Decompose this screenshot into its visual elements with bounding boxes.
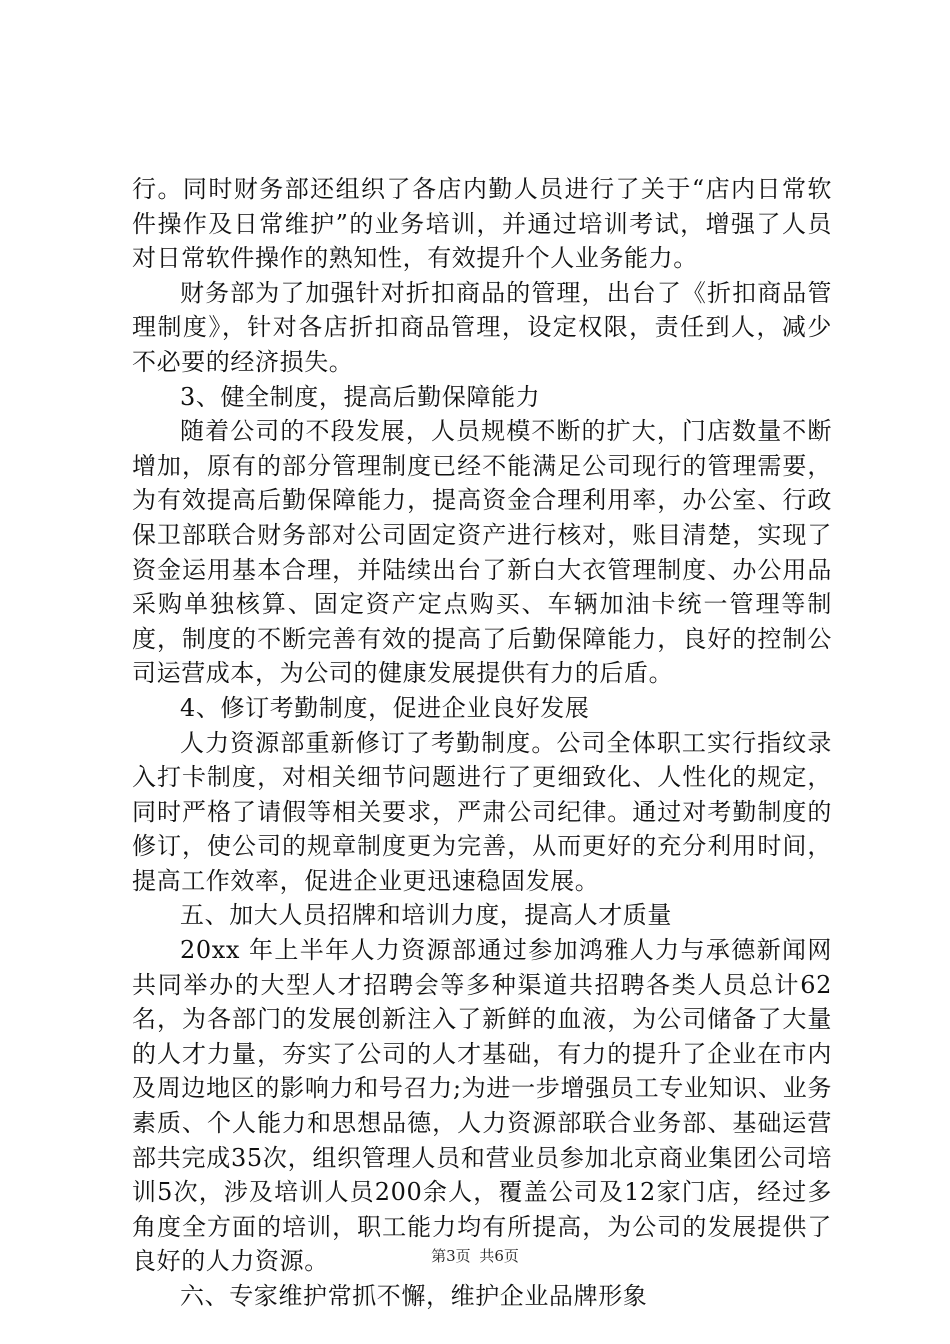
document-body [132,172,832,1314]
page-footer [0,1246,950,1266]
heading-brand-maintenance: 六、专家维护常抓不懈，维护企业品牌形象 [180,1282,648,1310]
heading-logistics-system: 3、健全制度，提高后勤保障能力 [180,382,541,411]
paragraph-continuation: 行。同时财务部还组织了各店内勤人员进行了关于“店内日常软件操作及日常维护”的业务培训，并通过培训考试，增强了人员对日常软件操作的熟知性，有效提升个人业务能力。 [132,175,832,273]
heading-attendance-system: 4、修订考勤制度，促进企业良好发展 [180,693,590,722]
heading-recruitment-training: 五、加大人员招牌和培训力度，提高人才质量 [180,901,672,930]
page-total: 共6页 [479,1247,519,1265]
page-number: 第3页 [431,1247,471,1265]
paragraph-logistics-system: 随着公司的不段发展，人员规模不断的扩大，门店数量不断增加，原有的部分管理制度已经不能满足公司现行的管理需要，为有效提高后勤保障能力，提高资金合理利用率，办公室、行政保卫部联合财务部对公司固定资产进行核对，账目清楚，实现了资金运用基本合理，并陆续出台了新白大衣管理制度、办公用品采购单独核算、固定资产定点购买、车辆加油卡统一管理等制度，制度的不断完善有效的提高了后勤保障能力，良好的控制公司运营成本，为公司的健康发展提供有力的后盾。 [132,417,832,688]
paragraph-discount-management: 财务部为了加强针对折扣商品的管理，出台了《折扣商品管理制度》，针对各店折扣商品管理，设定权限，责任到人，减少不必要的经济损失。 [132,278,832,376]
paragraph-recruitment-training: 20xx 年上半年人力资源部通过参加鸿雅人力与承德新闻网共同举办的大型人才招聘会等多种渠道共招聘各类人员总计62名，为各部门的发展创新注入了新鲜的血液，为公司储备了大量的人才力量，夯实了公司的人才基础，有力的提升了企业在市内及周边地区的影响力和号召力;为进一步增强员工专业知识、业务素质、个人能力和思想品德，人力资源部联合业务部、基础运营部共完成35次，组织管理人员和营业员参加北京商业集团公司培训5次，涉及培训人员200余人，覆盖公司及12家门店，经过多角度全方面的培训，职工能力均有所提高，为公司的发展提供了良好的人力资源。 [132,936,832,1276]
paragraph-attendance-system: 人力资源部重新修订了考勤制度。公司全体职工实行指纹录入打卡制度，对相关细节问题进行了更细致化、人性化的规定，同时严格了请假等相关要求，严肃公司纪律。通过对考勤制度的修订，使公司的规章制度更为完善，从而更好的充分利用时间，提高工作效率，促进企业更迅速稳固发展。 [132,728,832,895]
